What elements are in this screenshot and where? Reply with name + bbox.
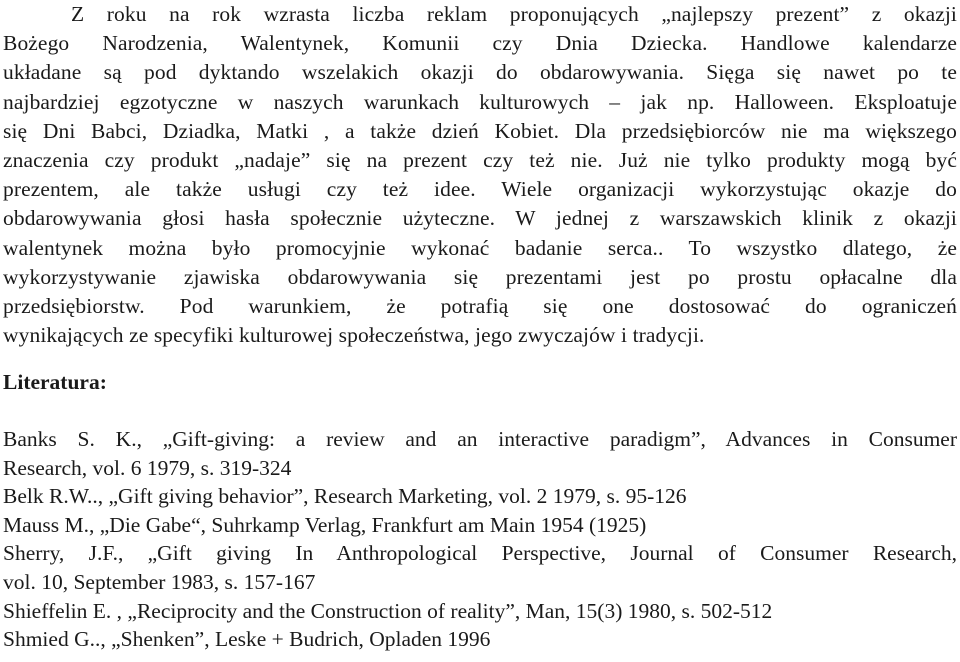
reference-line: Shieffelin E. , „Reciprocity and the Construction of reality”, Man, 15(3) 1980, s. 502-512 bbox=[3, 598, 773, 623]
paragraph-line: się Dni Babci, Dziadka, Matki , a także dzień Kobiet. Dla przedsiębiorców nie ma większego bbox=[3, 118, 957, 143]
paragraph-line: walentynek można było promocyjnie wykonać badanie serca.. To wszystko dlatego, że bbox=[3, 235, 957, 260]
body-paragraph bbox=[3, 0, 957, 350]
reference-item bbox=[3, 425, 957, 482]
paragraph-line: wykorzystywanie zjawiska obdarowywania się prezentami jest po prostu opłacalne dla bbox=[3, 264, 957, 289]
reference-item bbox=[3, 511, 957, 540]
paragraph-line: Z roku na rok wzrasta liczba reklam proponujących „najlepszy prezent” z okazji bbox=[71, 2, 957, 26]
reference-line: Banks S. K., „Gift-giving: a review and an interactive paradigm”, Advances in Consumer bbox=[3, 427, 957, 451]
reference-item bbox=[3, 482, 957, 511]
reference-item bbox=[3, 597, 957, 626]
reference-line: Sherry, J.F., „Gift giving In Anthropological Perspective, Journal of Consumer Research, bbox=[3, 541, 957, 566]
paragraph-line: układane są pod dyktando wszelakich okazji do obdarowywania. Sięga się nawet po te bbox=[3, 60, 957, 85]
document-page bbox=[3, 0, 957, 652]
reference-list bbox=[3, 425, 957, 654]
reference-line: Research, vol. 6 1979, s. 319-324 bbox=[3, 455, 292, 480]
reference-line: Shmied G.., „Shenken”, Leske + Budrich, Opladen 1996 bbox=[3, 627, 491, 652]
reference-item bbox=[3, 539, 957, 596]
reference-line: Mauss M., „Die Gabe“, Suhrkamp Verlag, Frankfurt am Main 1954 (1925) bbox=[3, 512, 647, 537]
paragraph-line: wynikających ze specyfiki kulturowej społeczeństwa, jego zwyczajów i tradycji. bbox=[3, 323, 705, 348]
reference-line: Belk R.W.., „Gift giving behavior”, Research Marketing, vol. 2 1979, s. 95-126 bbox=[3, 484, 687, 509]
paragraph-line: prezentem, ale także usługi czy też idee. Wiele organizacji wykorzystując okazje do bbox=[3, 177, 957, 202]
reference-item bbox=[3, 625, 957, 654]
paragraph-line: przedsiębiorstw. Pod warunkiem, że potrafią się one dostosować do ograniczeń bbox=[3, 294, 957, 319]
reference-line: vol. 10, September 1983, s. 157-167 bbox=[3, 569, 316, 594]
paragraph-line: Bożego Narodzenia, Walentynek, Komunii czy Dnia Dziecka. Handlowe kalendarze bbox=[3, 31, 957, 56]
literature-heading: Literatura: bbox=[3, 370, 107, 394]
paragraph-line: znaczenia czy produkt „nadaje” się na prezent czy też nie. Już nie tylko produkty mogą być bbox=[3, 148, 957, 173]
paragraph-line: obdarowywania głosi hasła społecznie użyteczne. W jednej z warszawskich klinik z okazji bbox=[3, 206, 957, 231]
paragraph-line: najbardziej egzotyczne w naszych warunkach kulturowych – jak np. Halloween. Eksploatuje bbox=[3, 89, 957, 114]
